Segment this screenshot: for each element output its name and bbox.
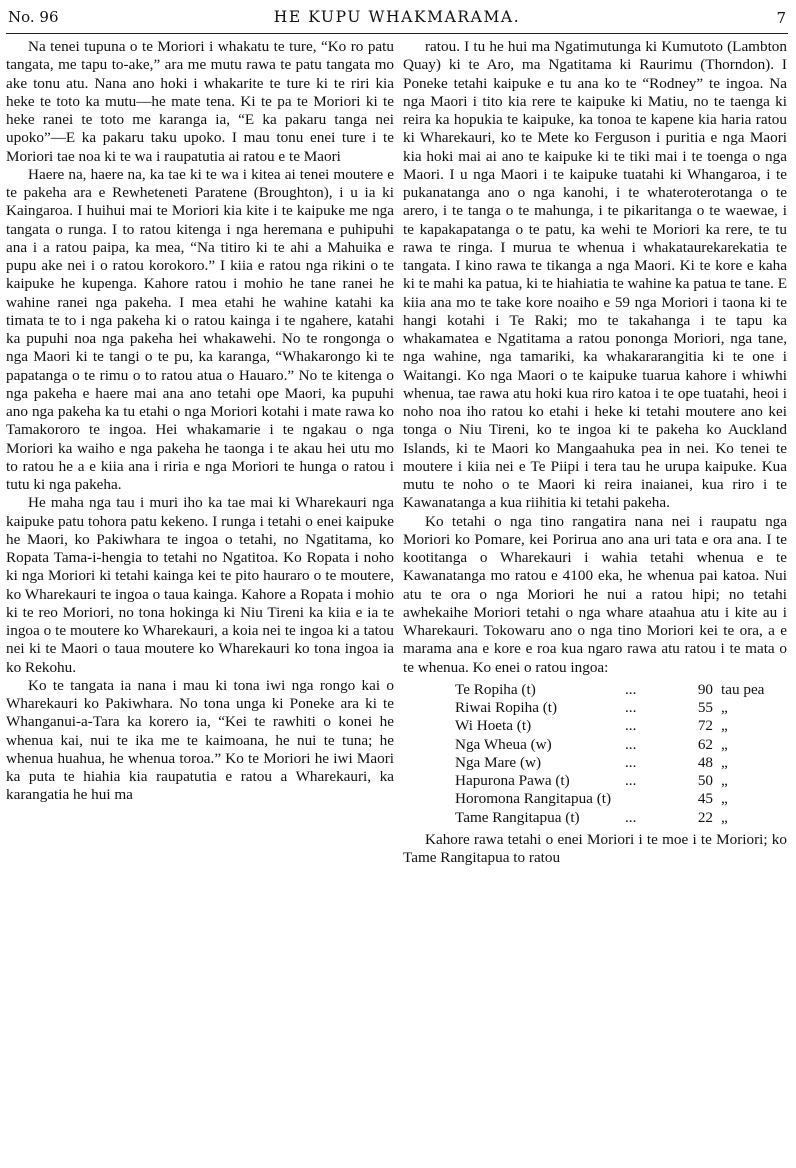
paragraph: Ko te tangata ia nana i mau ki tona iwi nga rongo kai o Wharekauri ko Pakiwhara. No tona unga ki Poneke ara ki te Whanganui-a-Tara ka korero ia, “Kei te rawhiti o konei he whenua kai, nui te ika me te kaimoana, he nui te tuna; he whenua huahua, he whenua toroa.” Ko te Moriori he iwi Maori ka puta te hiahia kia raupatutia e ratou a Wharekauri, ka karangatia he hui ma (6, 676, 394, 804)
person-age: 50 (697, 772, 713, 789)
page-header (6, 3, 788, 34)
leader-dots: ... (625, 753, 637, 771)
names-table (455, 681, 787, 827)
person-age: 90 (697, 680, 713, 698)
leader-dots: ... (625, 808, 637, 826)
person-age: 45 (697, 790, 713, 808)
age-unit: „ (721, 772, 728, 789)
person-age: 22 (697, 808, 713, 826)
person-name: Te Ropiha (t) (455, 680, 536, 698)
table-row (455, 772, 787, 790)
person-name: Nga Wheua (w) (455, 735, 552, 753)
age-unit: „ (721, 699, 728, 716)
table-row (455, 754, 787, 772)
issue-number: No. 96 (8, 8, 59, 26)
person-name: Horomona Rangitapua (t) (455, 790, 612, 808)
masthead-title: HE KUPU WHAKMARAMA. (273, 8, 521, 26)
table-row (455, 699, 787, 717)
person-age: 62 (697, 735, 713, 753)
leader-dots: ... (625, 735, 637, 753)
person-name: Nga Mare (w) (455, 753, 542, 771)
person-age: 48 (697, 753, 713, 771)
person-name: Wi Hoeta (t) (455, 717, 532, 735)
person-name: Hapurona Pawa (t) (455, 772, 570, 789)
leader-dots (625, 790, 687, 808)
paragraph: Ko tetahi o nga tino rangatira nana nei i raupatu nga Moriori ko Pomare, kei Porirua ano ana uri tata e ora ana. I te kootitanga o Wharekauri i wahia tetahi whenua e te Kawanatanga mo ratou e 4100 eka, he whenua pai katoa. Nui atu te ora o nga Moriori he nui a ratou hipi; no tetahi awhekaihe Moriori tetahi o nga whare ataahua atu i kite au i Wharekauri. Tokowaru ano o nga tino Moriori kei te ora, a e marama ana e kore e roa kua ngaro rawa atu ratou i te mata o te whenua. Ko enei o ratou ingoa: (403, 512, 787, 676)
person-name: Tame Rangitapua (t) (455, 808, 580, 826)
person-age: 55 (697, 699, 713, 716)
paragraph: Kahore rawa tetahi o enei Moriori i te moe i te Moriori; ko Tame Rangitapua to ratou (403, 830, 787, 866)
table-row (455, 809, 787, 827)
table-row (455, 717, 787, 735)
age-unit: „ (721, 753, 728, 771)
age-unit: „ (721, 735, 728, 753)
page-number: 7 (776, 9, 786, 27)
leader-dots: ... (625, 699, 637, 716)
leader-dots: ... (625, 772, 637, 789)
table-row (455, 681, 787, 699)
age-unit: „ (721, 808, 728, 826)
paragraph: ratou. I tu he hui ma Ngatimutunga ki Kumutoto (Lambton Quay) ki te Aro, ma Ngatitama ki Raurimu (Thorndon). I Poneke tetahi kaipuke e tu ana ko te “Rodney” te ingoa. Na nga Maori i tito kia rere te kaipuke ki Matiu, no te taenga ki reira ka hopukia te kaipuke, ka tonoa te kapene kia haria ratou ki Wharekauri, ko te Mete ko Ferguson i puritia e nga Maori kia hoki mai ai ano te kaipuke ki te tiki mai i te toenga o nga Maori. I u nga Maori i te kaipuke tuatahi ki Whangaroa, i te pukanatanga ano o nga kanohi, i te whateroterotanga o te arero, i te tanga o te mahunga, i te pikaritanga o te waewae, i te kapakapatanga o te patu, ka wehi te Moriori ka rere, te tu rawa te ringa. I murua te whenua i whakataurekarekatia te tangata. I kino rawa te tikanga a nga Maori. Ki te kore e kaha ki te mahi ka patua, ki te hiahiatia te wahine ka patua te tane. E kiia ana mo te take kore noaiho e 59 nga Moriori i taona ki te hangi kotahi i Te Raki; mo te takahanga i te tapu ka whakamatea e Ngatitama a ratou pononga Moriori, nga tane, nga wahine, nga tamariki, ka whakararangitia ki te one i Waitangi. Ko nga Maori o te kaipuke tuarua kahore i whiwhi whenua, tae rawa atu hoki kua riro katoa i te ope tuatahi, heoi i noho noa iho ratou ko etahi i heke ki tetahi moutere ano kei tonga o Niu Tireni, ko te ingoa ki te pakeha ko Auckland Islands, ki te Maori ko Mangaahuka pea in nei. Ko tenei te moutere i kiia nei e Te Piipi i tera tau he urupa kaipuke. Kua mutu te noho o te Maori ki reira inaianei, kua riro i te Kawanatanga a kua riihitia ki tetahi pakeha. (403, 38, 787, 512)
age-unit: „ (721, 790, 728, 808)
age-unit: „ (721, 717, 728, 735)
table-row (455, 736, 787, 754)
right-column (403, 38, 787, 867)
person-name: Riwai Ropiha (t) (455, 699, 558, 716)
leader-dots: ... (625, 717, 637, 735)
left-column (6, 38, 394, 805)
person-age: 72 (697, 717, 713, 735)
table-row (455, 790, 787, 808)
paragraph: He maha nga tau i muri iho ka tae mai ki Wharekauri nga kaipuke patu tohora patu kekeno. I runga i tetahi o enei kaipuke he Maori, ko Pakiwhara te ingoa o tetahi, no Ngatitama, ko Ropata Tama-i-hengia to tetahi no Ngatitoa. Ko Ropata i noho ki nga Moriori ki tetahi kainga kei te pito hauraro o te moutere, ko Wharekauri te ingoa o taua kainga. Kahore a Ropata i mohio ki te reo Moriori, no tona hokinga ki Niu Tireni ka kiia e ia te ingoa o te moutere ko Wharekauri, a koia nei te ingoa ki a tatou nei ki te Maori o taua moutere ko Wharekauri ko tona ingoa ia ko Rekohu. (6, 494, 394, 676)
paragraph: Na tenei tupuna o te Moriori i whakatu te ture, “Ko ro patu tangata, me tapu to-ake,” ara me mutu rawa te patu tangata mo ake tonu atu. Nana ano hoki i whakarite te ture ki te riri kia heke te toto ka mutu—he mate tena. Ki te pa te Moriori ki te heke ranei te toto me karanga ia, “E ka pakaru tanga nei upoko”—E ka pakaru taku upoko. I mau tonu enei ture i te Moriori tae noa ki te wa i raupatutia ai ratou e te Maori (6, 38, 394, 165)
paragraph: Haere na, haere na, ka tae ki te wa i kitea ai tenei moutere e te pakeha ara e Rewheteneti Paratene (Broughton), i u ia ki Kaingaroa. I huihui mai te Moriori kia kite i te kaipuke me nga tangata o runga. I to ratou kitenga i nga heremana e puhipuhi ana i a ratou paipa, ka mea, “Na titiro ki te ahi a Mahuika e pupu ake nei i o ratou korokoro.” I kiia e ratou nga rikini o te kaipuke he kupenga. Kahore ratou i mohio he tane ranei he wahine ranei nga pakeha. I mea etahi he wahine katahi ka timata te to i nga pakeha ki o ratou kainga i te ngahere, katahi ka pupuhi noa nga pakeha hei whakawehi. No te rongonga o nga Maori ki te tangi o te pu, ka karanga, “Whakarongo ki te papatanga o te rimu o to ratou atua o Hauaro.” No te kitenga o nga pakeha e haere mai ana ano tetahi ope Maori, ka pupuhi ano nga pakeha ka tu etahi o nga Moriori kotahi i mate rawa ko Tamakororo te ingoa. Hei whakamarie i te ngakau o nga Moriori ka waiho e nga pakeha he taonga i te akau hei utu mo to ratou he a e kiia ana i riria e nga Moriori te hunga o ratou i tutu ki nga pakeha. (6, 165, 394, 493)
age-unit: tau pea (721, 680, 765, 698)
leader-dots: ... (625, 680, 637, 698)
